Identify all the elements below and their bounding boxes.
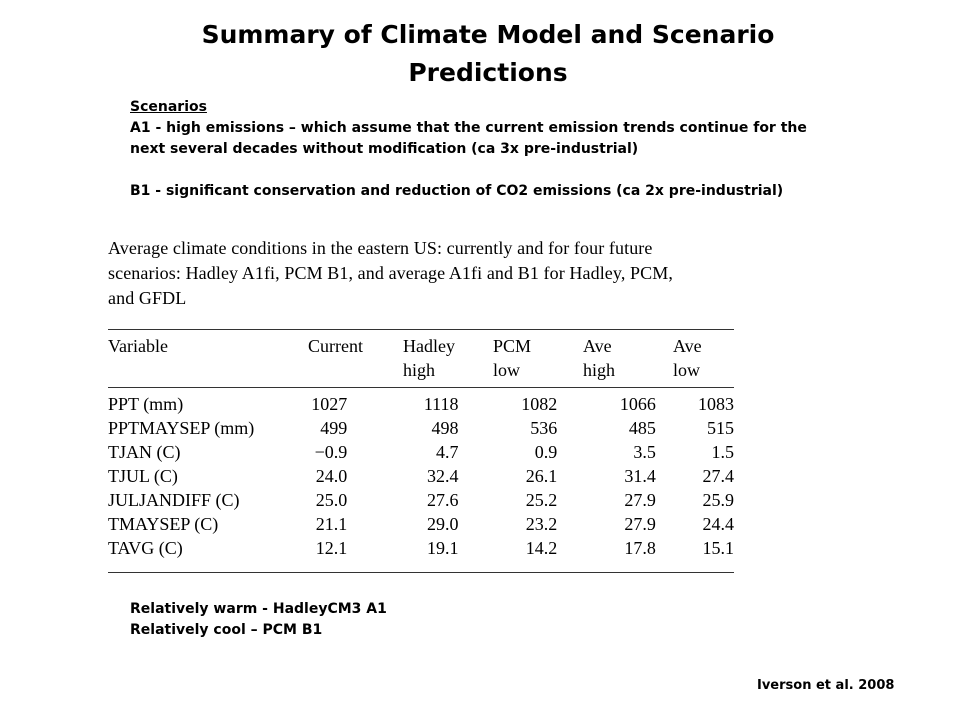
scenario-a1-line2: next several decades without modification (ca 3x pre-industrial) [130,141,639,157]
row-value-cell: 31.4 [624,466,656,486]
header-label: Variable [108,336,168,356]
row-value-cell: 3.5 [633,442,656,462]
note-cool: Relatively cool – PCM B1 [130,622,323,638]
row-variable-cell: JULJANDIFF (C) [108,490,240,510]
table-body [108,388,734,560]
row-value-cell: 27.9 [624,490,656,510]
header-sublabel: low [673,360,700,380]
row-value-cell: 1.5 [711,442,734,462]
row-value-cell: 26.1 [525,466,558,486]
climate-table-body [108,388,734,560]
table-caption-line3: and GFDL [108,288,187,308]
table-row [108,488,734,512]
header-ave-high [583,330,673,382]
table-header [108,330,734,382]
row-value-cell: 27.4 [702,466,734,486]
row-variable-cell: PPTMAYSEP (mm) [108,418,255,438]
table-caption-line1: Average climate conditions in the eastern US: currently and for four future [108,238,653,258]
row-value-cell: 1066 [619,394,656,414]
header-ave-low [673,330,734,382]
header-row [108,330,734,382]
row-value-cell: 24.0 [315,466,348,486]
scenarios-block [130,97,830,202]
row-value-cell: 17.8 [624,538,656,558]
row-variable-cell: TAVG (C) [108,538,183,558]
row-variable-cell: TJAN (C) [108,442,181,462]
scenarios-heading: Scenarios [130,99,207,115]
header-label: Hadley [403,336,455,356]
row-value-cell: 498 [431,418,459,438]
row-value-cell: 12.1 [315,538,348,558]
row-value-cell: 499 [320,418,348,438]
row-value-cell: 32.4 [426,466,459,486]
slide-title-line2: Predictions [408,58,568,87]
row-value-cell: 0.9 [534,442,558,462]
table-row [108,536,734,560]
notes-block [130,599,387,641]
row-value-cell: 1118 [423,394,459,414]
header-current [308,330,403,382]
row-value-cell: −0.9 [314,442,348,462]
row-value-cell: 21.1 [315,514,348,534]
header-sublabel: high [583,360,616,380]
header-label: Ave [583,336,612,356]
row-value-cell: 27.6 [426,490,459,510]
row-variable-cell: TJUL (C) [108,466,178,486]
table-row [108,416,734,440]
note-warm: Relatively warm - HadleyCM3 A1 [130,601,387,617]
table-bottom-rule [108,572,734,573]
row-value-cell: 23.2 [525,514,558,534]
table-row [108,512,734,536]
row-value-cell: 27.9 [624,514,656,534]
scenario-a1-line1: A1 - high emissions – which assume that the current emission trends continue for the [130,120,807,136]
table-row [108,388,734,416]
row-value-cell: 24.4 [702,514,734,534]
row-value-cell: 25.0 [315,490,348,510]
header-label: PCM [493,336,532,356]
table-caption-line2: scenarios: Hadley A1fi, PCM B1, and average A1fi and B1 for Hadley, PCM, [108,263,673,283]
row-value-cell: 536 [530,418,558,438]
header-pcm-low [493,330,583,382]
row-value-cell: 1027 [311,394,348,414]
header-sublabel: low [493,360,520,380]
header-label: Current [308,336,363,356]
row-value-cell: 1083 [698,394,734,414]
citation: Iverson et al. 2008 [757,678,895,693]
row-value-cell: 25.9 [702,490,734,510]
row-value-cell: 15.1 [702,538,734,558]
row-value-cell: 1082 [521,394,558,414]
row-value-cell: 25.2 [525,490,558,510]
climate-table [108,330,734,382]
row-value-cell: 515 [707,418,734,438]
row-value-cell: 29.0 [426,514,459,534]
row-value-cell: 19.1 [426,538,459,558]
row-variable-cell: TMAYSEP (C) [108,514,219,534]
row-value-cell: 4.7 [435,442,459,462]
row-value-cell: 14.2 [525,538,558,558]
header-label: Ave [673,336,702,356]
table-caption [108,236,734,311]
header-hadley-high [403,330,493,382]
slide-title [0,16,960,92]
header-sublabel: high [403,360,436,380]
row-value-cell: 485 [628,418,656,438]
slide-title-line1: Summary of Climate Model and Scenario [201,20,775,49]
table-row [108,440,734,464]
spacer [130,160,830,181]
header-variable [108,330,308,382]
table-row [108,464,734,488]
row-variable-cell: PPT (mm) [108,394,184,414]
scenario-b1: B1 - significant conservation and reduction of CO2 emissions (ca 2x pre-industrial) [130,183,784,199]
climate-table-figure [108,236,734,573]
